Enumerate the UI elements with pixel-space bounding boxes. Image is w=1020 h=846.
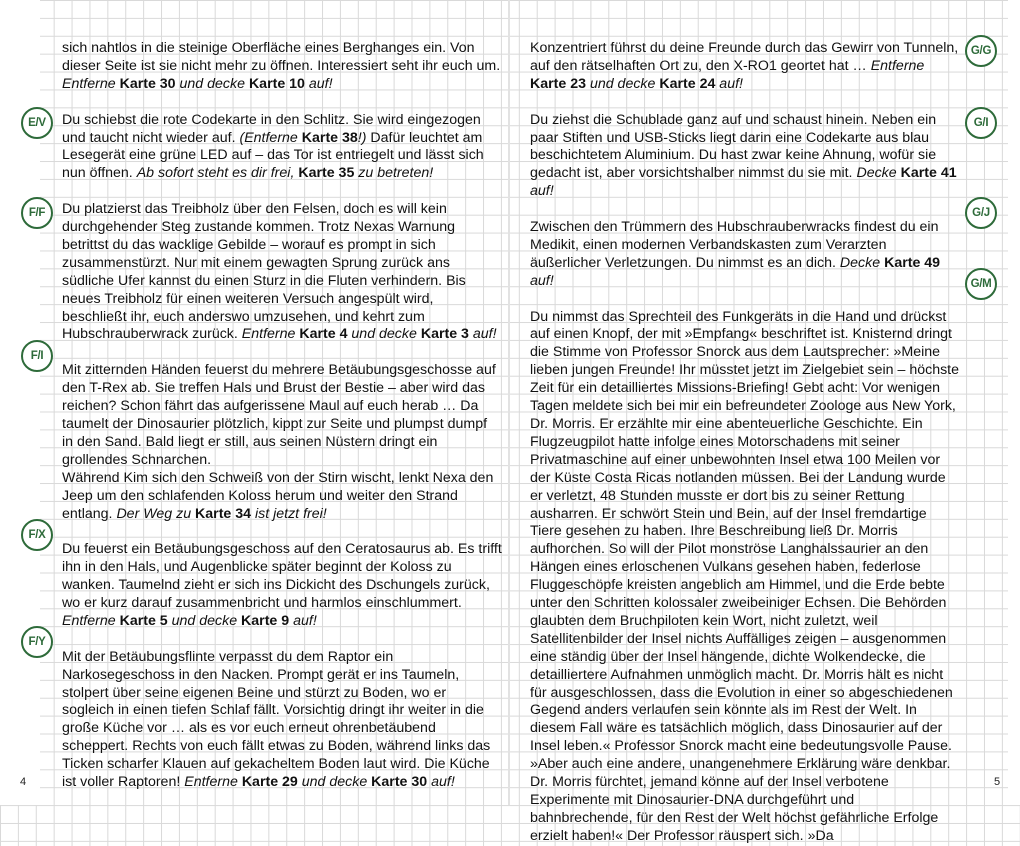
paragraph-gm: Du nimmst das Sprechteil des Funkgeräts in die Hand und drückst auf einen Knopf, der mit »Empfang« beschriftet ist. Knisternd dringt die Stimme von Professor Snorck aus dem Lautsprecher: »Meine lieben jungen Freunde! Ihr müsstet jetzt im Zielgebiet sein – höchste Zeit für ein detailliertes Missions-Briefing! Gebt acht: Vor wenigen Tagen meldete sich bei mir ein befreundeter Zoologe aus New York, Dr. Morris. Er erzählte mir eine abenteuerliche Geschichte. Ein Flugzeugpilot hatte infolge eines Motorschadens mit seiner Privatmaschine auf einer unbewohnten Insel etwa 100 Meilen vor der Küste Costa Ricas notlanden müssen. Bei der Landung wurde er verletzt, 48 Stunden musste er dort bis zu seiner Rettung ausharren. Er schwört Stein und Bein, auf der Insel fremdartige Tiere gesehen zu haben. Ihre Beschreibung ließ Dr. Morris aufhorchen. So will der Pilot monströse Langhalssaurier an den Hängen eines erloschenen Vulkans gesehen haben, federlose Fluggeschöpfe kreisten angeblich am Himmel, und die Erde bebte unter den Schritten kolossaler zweibeiniger Echsen. Die Behörden glaubten dem Bruchpiloten kein Wort, nicht zuletzt, weil Satellitenbilder der Insel nichts Auffälliges zeigen – ausgenommen eine ständig über der Insel hängende, dichte Wolkendecke, die detailliertere Aufnahmen unmöglich macht. Dr. Morris hält es nicht für ausgeschlossen, dass die Evolution in einer so abgeschiedenen Gegend anders verlaufen sein könnte als im Rest der Welt. In diesem Fall wäre es tatsächlich möglich, dass Dinosaurier auf der Insel leben.« Professor Snorck macht eine bedeutungsvolle Pause. »Aber auch eine andere, unangenehmere Erklärung wäre denkbar. Dr. Morris fürchtet, jemand könne auf der Insel verbotene Experimente mit Dinosaurier-DNA durchgeführt und bahnbrechende, für den Rest der Welt höchst gefährliche Erfolge erzielt haben!« Der Professor räuspert sich. »Da bbox=[530, 308, 960, 844]
section-badge-fx: F/X bbox=[21, 519, 53, 551]
paragraph-ev: Du schiebst die rote Codekarte in den Schlitz. Sie wird eingezogen und taucht nicht wieder auf. (Entferne Karte 38!) Dafür leuchtet am Lesegerät eine grüne LED auf – das Tor ist entriegelt und lässt sich nun öffnen. Ab sofort steht es dir frei, Karte 35 zu betreten! bbox=[62, 111, 484, 182]
card-instruction: Entferne Karte 29 und decke Karte 30 auf! bbox=[184, 774, 455, 791]
paragraph-fy: Mit der Betäubungsflinte verpasst du dem Raptor ein Narkosegeschoss in den Nacken. Prompt gerät er ins Taumeln, stolpert über seine eigenen Beine und stürzt zu Boden, wo er sogleich in einen tiefen Schlaf fällt. Vorsichtig dringt ihr weiter in die große Küche vor … als es vor euch erneut ohrenbetäubend scheppert. Rechts von euch fällt etwas zu Boden, während links das Ticken scharfer Klauen auf gekacheltem Boden laut wird. Die Küche ist voller Raptoren! Entferne Karte 29 und decke Karte 30 auf! bbox=[62, 648, 491, 791]
right-page-text bbox=[530, 40, 960, 846]
card-instruction: Decke Karte 49 auf! bbox=[530, 254, 941, 289]
card-instruction: Der Weg zu Karte 34 ist jetzt frei! bbox=[116, 505, 327, 522]
paragraph-fi: Mit zitternden Händen feuerst du mehrere Betäubungsgeschosse auf den T-Rex ab. Sie treffen Hals und Brust der Bestie – aber wird das reichen? Schon fährt das aufgerissene Maul auf euch herab … Da taumelt der Dinosaurier plötzlich, kippt zur Seite und plumpst dumpf in den Sand. Bald liegt er still, aus seinen Nüstern dringt ein grollendes Schnarchen. bbox=[62, 362, 496, 468]
card-instruction: Entferne Karte 23 und decke Karte 24 auf! bbox=[530, 57, 925, 92]
section-badge-fi: F/I bbox=[21, 340, 53, 372]
card-instruction: Ab sofort steht es dir frei, Karte 35 zu betreten! bbox=[136, 165, 434, 182]
section-badge-gg: G/G bbox=[965, 35, 997, 67]
paragraph-fi-2: Während Kim sich den Schweiß von der Stirn wischt, lenkt Nexa den Jeep um den schlafenden Koloss herum und weiter den Strand entlang. Der Weg zu Karte 34 ist jetzt frei! bbox=[62, 469, 494, 522]
page-number-right: 5 bbox=[994, 776, 1001, 788]
paragraph-gi: Du ziehst die Schublade ganz auf und schaust hinein. Neben ein paar Stiften und USB-Sticks liegt darin eine Codekarte aus blau beschichtetem Aluminium. Du hast zwar keine Ahnung, wofür sie gedacht ist, aber vorsichtshalber nimmst du sie mit. Decke Karte 41 auf! bbox=[530, 111, 957, 200]
section-badge-fy: F/Y bbox=[21, 626, 53, 658]
paragraph-ff: Du platzierst das Treibholz über den Felsen, doch es will kein durchgehender Steg zustande kommen. Trotz Nexas Warnung betrittst du das wacklige Gebilde – worauf es prompt in sich zusammenstürzt. Nur mit einem gewagten Sprung zurück ans südliche Ufer kannst du einen Sturz in die Fluten verhindern. Bis neues Treibholz für einen weiteren Versuch angespült wird, beschließt ihr, euch anderswo umzusehen, und kehrt zum Hubschrauberwrack zurück. Entferne Karte 4 und decke Karte 3 auf! bbox=[62, 201, 497, 343]
page-number-left: 4 bbox=[20, 776, 27, 788]
paragraph-fx: Du feuerst ein Betäubungsgeschoss auf den Ceratosaurus ab. Es trifft ihn in den Hals, und Augenblicke später beginnt der Koloss zu wanken. Taumelnd zieht er sich ins Dickicht des Dschungels zurück, wo er kurz darauf zusammenbricht und harmlos einschlummert. Entferne Karte 5 und decke Karte 9 auf! bbox=[62, 541, 502, 629]
page-margin-right bbox=[1008, 0, 1020, 805]
left-page-text bbox=[62, 40, 502, 792]
card-instruction: Entferne Karte 30 und decke Karte 10 auf! bbox=[62, 75, 333, 92]
card-instruction: Entferne Karte 4 und decke Karte 3 auf! bbox=[241, 326, 497, 343]
section-badge-gj: G/J bbox=[965, 197, 997, 229]
paragraph-continuation: sich nahtlos in die steinige Oberfläche eines Berghanges ein. Von dieser Seite ist sie nicht mehr zu öffnen. Interessiert seht ihr euch um. Entferne Karte 30 und decke Karte 10 auf! bbox=[62, 40, 501, 92]
card-instruction: Entferne Karte 5 und decke Karte 9 auf! bbox=[62, 612, 317, 629]
book-spine bbox=[508, 0, 510, 805]
paragraph-gj: Zwischen den Trümmern des Hubschrauberwracks findest du ein Medikit, einen modernen Verbandskasten zum Verarzten äußerlicher Verletzungen. Du nimmst es an dich. Decke Karte 49 auf! bbox=[530, 219, 941, 289]
section-badge-ff: F/F bbox=[21, 197, 53, 229]
paragraph-gg: Konzentriert führst du deine Freunde durch das Gewirr von Tunneln, auf den rätselhaften Ort zu, den X-RO1 geortet hat … Entferne Karte 23 und decke Karte 24 auf! bbox=[530, 40, 959, 92]
section-badge-ev: E/V bbox=[21, 107, 53, 139]
section-badge-gi: G/I bbox=[965, 107, 997, 139]
section-badge-gm: G/M bbox=[965, 268, 997, 300]
card-instruction: Decke Karte 41 auf! bbox=[530, 165, 957, 200]
